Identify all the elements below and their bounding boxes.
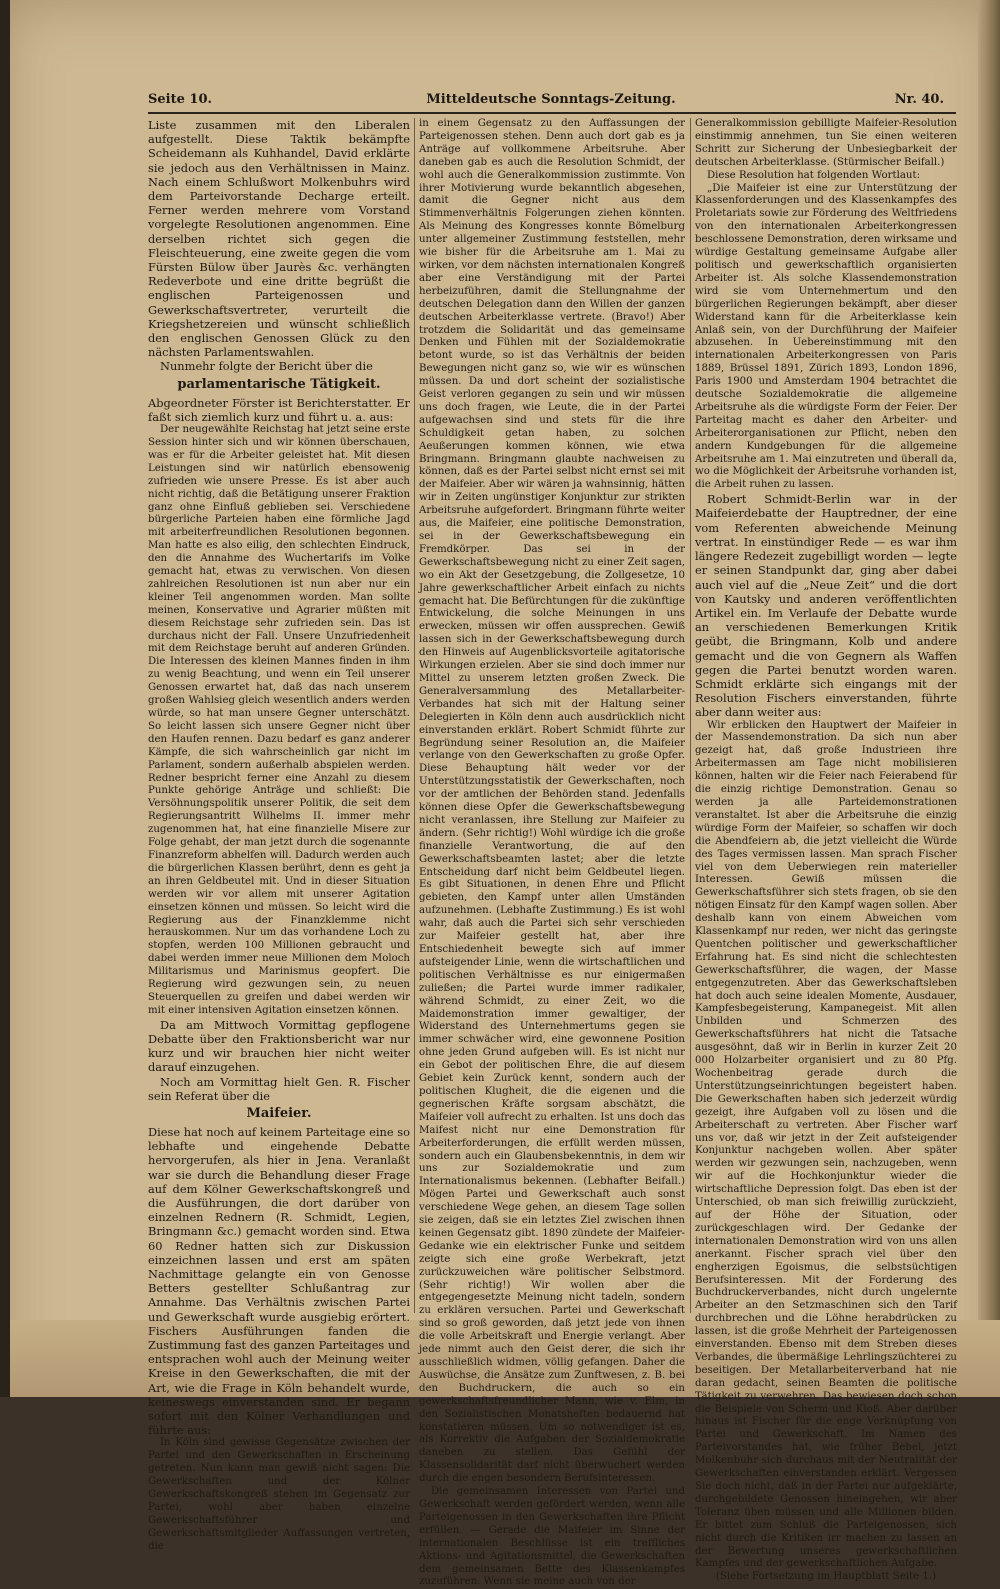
article-paragraph: Diese hat noch auf keinem Parteitage eine so lebhafte und eingehende Debatte hervorgerufen, als hier in Jena. Veranlaßt war sie durch die Behandlung dieser Frage auf dem Kölner Gewerkschaftskongreß und die Ausführungen, die dort darüber von einzelnen Rednern (R. Schmidt, Legien, Bringmann &c.) gemacht worden sind. Etwa 60 Redner hatten sich zur Diskussion einzeichnen lassen und erst am späten Nachmittage gelangte ein von Genosse Betters gestellter Schlußantrag zur Annahme. Das Verhältnis zwischen Partei und Gewerkschaft wurde ausgiebig erörtert. Fischers Ausführungen fanden die Zustimmung fast des ganzen Parteitages und entsprachen wohl auch der Meinung weiter Kreise in den Gewerkschaften, die mit der Art, wie die Frage in Köln behandelt wurde, keineswegs einverstanden sind. Er begann sofort mit den Kölner Verhandlungen und führte aus: xyxy=(148,1124,410,1438)
page-edge xyxy=(978,0,1000,1397)
speech-paragraph: In Köln sind gewisse Gegensätze zwischen der Partei und den Gewerkschaften in Erscheinung getreten. Nun kann man gewiß nicht sagen: Die Gewerkschaften und der Kölner Gewerkschaftskongreß stehen im Gegensatz zur Partei, wohl aber haben einzelne Gewerkschaftsführer und Gewerkschaftsmitglieder Auffassungen vertreten, die xyxy=(148,1437,410,1552)
article-paragraph: Liste zusammen mit den Liberalen aufgestellt. Diese Taktik bekämpfte Scheidemann als Kuhhandel, David erklärte sie jedoch aus den Verhältnissen in Mainz. Nach einem Schlußwort Molkenbuhrs wird dem Parteivorstande Decharge erteilt. Ferner werden mehrere vom Vorstand vorgelegte Resolutionen angenommen. Eine derselben richtet sich gegen die Fleischteuerung, eine zweite gegen die vom Fürsten Bülow über Jaurès &c. verhängten Redeverbote und eine dritte begrüßt die englischen Parteigenossen und Gewerkschaftsvertreter, verurteilt die Kriegshetzereien und wünscht schließlich den englischen Genossen Glück zu den nächsten Parlamentswahlen. xyxy=(148,118,410,360)
page-header xyxy=(148,88,954,114)
article-paragraph: Robert Schmidt-Berlin war in der Maifeierdebatte der Hauptredner, der eine vom Referenten abweichende Meinung vertrat. In einstündiger Rede — es war ihm längere Redezeit zugebilligt worden — legte er seinen Standpunkt dar, ging aber dabei auch viel auf die „Neue Zeit“ und die dort von Kautsky und anderen veröffentlichten Artikel ein. Im Verlaufe der Debatte wurde an verschiedenen Bemerkungen Kritik geübt, die Bringmann, Kolb und andere gemacht und die von Gegnern als Waffen gegen die Partei benutzt worden waren. Schmidt erklärte sich eingangs mit der Resolution Fischers einverstanden, führte aber dann weiter aus: xyxy=(695,492,957,720)
section-heading: parlamentarische Tätigkeit. xyxy=(177,376,381,392)
article-paragraph: Diese Resolution hat folgenden Wortlaut: xyxy=(707,169,921,181)
speech-paragraph: in einem Gegensatz zu den Auffassungen der Parteigenossen stehen. Denn auch dort gab es ja Anträge auf vollkommene Arbeitsruhe. Aber daneben gab es auch die Resolution Schmidt, der wohl auch die Generalkommission zustimmte. Von ihrer Motivierung wurde bekanntlich abgesehen, damit die Gegner nicht aus dem Stimmenverhältnis Folgerungen ziehen könnten. Als Meinung des Kongresses konnte Bömelburg unter allgemeiner Zustimmung feststellen, mehr wie bisher für die Arbeitsruhe am 1. Mai zu wirken, vor dem nächsten internationalen Kongreß aber eine Verständigung mit der Partei herbeizuführen, damit die Stellungnahme der deutschen Delegation dann den Willen der ganzen deutschen Arbeiterklasse vertrete. (Bravo!) Aber trotzdem die Solidarität und das gemeinsame Denken und Fühlen mit der Sozialdemokratie betont wurde, so ist das Verhältnis der beiden Bewegungen nicht ganz so, wie wir es wünschen müssen. Da und dort scheint der sozialistische Geist verloren gegangen zu sein und wir müssen uns doch fragen, wie Leute, die in der Partei aufgewachsen sind und stets für die ihre Schuldigkeit getan haben, zu solchen Aeußerungen kommen können, wie etwa Bringmann. Bringmann glaubte nachweisen zu können, daß es der Partei selbst nicht ernst sei mit der Maifeier. Aber wir wären ja wahnsinnig, hätten wir in Zeiten ungünstiger Konjunktur zur strikten Arbeitsruhe aufgefordert. Bringmann führte weiter aus, die Maifeier, eine politische Demonstration, sei in der Gewerkschaftsbewegung ein Fremdkörper. Das sei in der Gewerkschaftsbewegung nicht zu einer Zeit sagen, wo ein Akt der Gesetzgebung, die Zollgesetze, 10 Jahre gewerkschaftlicher Arbeit einfach zu nichts gemacht hat. Die Befürchtungen für die zukünftige Entwickelung, die solche Meinungen in uns erwecken, müssen wir offen aussprechen. Gewiß lassen sich in der Gewerkschaftsbewegung durch den Hinweis auf Augenblicksvorteile agitatorische Wirkungen erzielen. Aber sie sind doch immer nur Mittel zu unserem letzten großen Zweck. Die Generalversammlung des Metallarbeiter-Verbandes hat sich mit der Haltung seiner Delegierten in Köln denn auch ausdrücklich nicht einverstanden erklärt. Robert Schmidt führte zur Begründung seiner Resolution an, die Maifeier verlange von den Gewerkschaften zu große Opfer. Diese Behauptung hält weder vor der Unterstützungsstatistik der Gewerkschaften, noch vor der amtlichen der Behörden stand. Jedenfalls können diese Opfer die Gewerkschaftsbewegung nicht veranlassen, ihre Stellung zur Maifeier zu ändern. (Sehr richtig!) Wohl würdige ich die große finanzielle Verantwortung, die auf den Gewerkschaftsbeamten lastet; aber die letzte Entscheidung darf nicht beim Geldbeutel liegen. Es gibt Situationen, in denen Ehre und Pflicht gebieten, den Kampf unter allen Umständen aufzunehmen. (Lebhafte Zustimmung.) Es ist wohl wahr, daß auch die Partei sich sehr verschieden zur Maifeier gestellt hat, aber ihre Entschiedenheit bewegte sich auf immer aufsteigender Linie, wenn die wirtschaftlichen und politischen Verhältnisse es nur einigermaßen zuließen; die Partei wurde immer radikaler, während Schmidt, zu einer Zeit, wo die Maidemonstration immer gewaltiger, der Widerstand des Unternehmertums gegen sie immer schwächer wird, eine gewonnene Position ohne jeden Grund aufgeben will. Es ist nicht nur ein Gebot der politischen Ehre, die auf diesem Gebiet kein Zurück kennt, sondern auch der politischen Klugheit, die die eigenen und die gegnerischen Kräfte sorgsam abschätzt, die Maifeier voll aufrecht zu erhalten. Ist uns doch das Maifest nicht nur eine Demonstration für Arbeiterforderungen, die erfüllt werden müssen, sondern auch ein Glaubensbekenntnis, in dem wir uns zur Sozialdemokratie und zum Internationalismus bekennen. (Lebhafter Beifall.) Mögen Partei und Gewerkschaft auch sonst verschiedene Wege gehen, an diesem Tage sollen sie zeigen, daß sie ein letztes Ziel zwischen ihnen keinen Gegensatz gibt. 1890 zündete der Maifeier-Gedanke wie ein elektrischer Funke und seitdem zeigte sich eine große Werbekraft, jetzt zurückzuweichen wäre politischer Selbstmord. (Sehr richtig!) Wir wollen aber die entgegengesetzte Meinung nicht tadeln, sondern zu erklären versuchen. Partei und Gewerkschaft sind so groß geworden, daß jetzt jede von ihnen die volle Arbeitskraft und Energie verlangt. Aber jede nimmt auch den Geist derer, die sich ihr ausschließlich widmen, völlig gefangen. Daher die Auswüchse, die Ansätze zum Zunftwesen, z. B. bei den Buchdruckern, die auch so ein gewerkschaftsfreundlicher Mann, wie v. Elm, in den Sozialistischen Monatsheften bedauernd hat konstatieren müssen. Um so notwendiger ist es, als Korrektiv die Aufgaben der Sozialdemokratie daneben zu stellen. Das Gefühl der Klassensolidarität darf nicht überwuchert werden durch die engen besondern Berufsinteressen. xyxy=(419,118,685,1485)
speech-paragraph: Generalkommission gebilligte Maifeier-Resolution einstimmig annehmen, tun Sie einen weiteren Schritt zur Sicherung der Unbesiegbarkeit der deutschen Arbeiterklasse. (Stürmischer Beifall.) xyxy=(695,118,957,168)
column-divider xyxy=(414,118,415,1313)
speech-paragraph: Der neugewählte Reichstag hat jetzt seine erste Session hinter sich und wir können überschauen, was er für die Arbeiter geleistet hat. Mit diesen Leistungen sind wir natürlich ebensowenig zufrieden wie unsere Presse. Es ist aber auch nicht richtig, daß die Betätigung unserer Fraktion ganz ohne Einfluß geblieben sei. Verschiedene bürgerliche Parteien haben eine förmliche Jagd mit arbeiterfreundlichen Resolutionen begonnen. Man hatte es also eilig, den schlechten Eindruck, den die Annahme des Wuchertarifs im Volke gemacht hat, etwas zu verwischen. Von diesen zahlreichen Resolutionen ist nun aber nur ein kleiner Teil angenommen worden. Man sollte meinen, Konservative und Agrarier müßten mit diesem Reichstage sehr zufrieden sein. Das ist durchaus nicht der Fall. Unsere Unzufriedenheit mit dem Reichstage beruht auf anderen Gründen. Die Interessen des kleinen Mannes finden in ihm zu wenig Beachtung, und wenn ein Teil unserer Genossen erwartet hat, daß das nach unserem großen Wahlsieg gleich wesentlich anders werden würde, so hat man unsere Gegner unterschätzt. So leicht lassen sich unsere Gegner nicht über den Haufen rennen. Dazu bedarf es ganz anderer Kämpfe, die sich wahrscheinlich gar nicht im Parlament, sondern außerhalb abspielen werden. Redner bespricht ferner eine Anzahl zu diesem Punkte gehörige Anträge und schließt: Die Versöhnungspolitik unserer Politik, die seit dem Regierungsantritt Wilhelms II. immer mehr zugenommen hat, hat eine finanzielle Misere zur Folge gehabt, der man jetzt durch die sogenannte Finanzreform abhelfen will. Dadurch werden auch die bürgerlichen Klassen berührt, denn es geht ja an ihren Geldbeutel mit. Und in dieser Situation werden wir vor allem mit unserer Agitation einsetzen können und müssen. So leicht wird die Regierung aus der Finanzklemme nicht herauskommen. Nur um das vorhandene Loch zu stopfen, werden 100 Millionen gebraucht und dabei werden immer neue Millionen dem Moloch Militarismus und Marinismus geopfert. Die Regierung wird gezwungen sein, zu neuen Steuerquellen zu greifen und dabei werden wir mit einer intensiven Agitation einsetzen können. xyxy=(148,424,410,1016)
resolution-text: „Die Maifeier ist eine zur Unterstützung der Klassenforderungen und des Klassenkampfes des Proletariats sowie zur Förderung des Weltfriedens von den internationalen Arbeiterkongressen beschlossene Demonstration, deren wirksame und würdige Gestaltung gemeinsame Aufgabe aller politisch und gewerkschaftlich organisierten Arbeiter ist. Als solche Klassendemonstration wird sie vom Unternehmertum und den bürgerlichen Regierungen bekämpft, aber dieser Widerstand kann für die Arbeiterklasse kein Anlaß sein, von der Durchführung der Maifeier abzusehen. In Uebereinstimmung mit den internationalen Arbeiterkongressen von Paris 1889, Brüssel 1891, Zürich 1893, London 1896, Paris 1900 und Amsterdam 1904 betrachtet die deutsche Sozialdemokratie die allgemeine Arbeitsruhe als die würdigste Form der Feier. Der Parteitag macht es daher den Arbeiter- und Arbeiterorganisationen zur Pflicht, neben den andern Kundgebungen für die allgemeine Arbeitsruhe am 1. Mai einzutreten und überall da, wo die Möglichkeit der Arbeitsruhe vorhanden ist, die Arbeit ruhen zu lassen. xyxy=(695,182,957,491)
binding-spine xyxy=(0,0,10,1397)
article-paragraph: Nunmehr folgte der Bericht über die xyxy=(160,359,373,374)
page-number: Seite 10. xyxy=(148,92,213,107)
speech-paragraph: Die gemeinsamen Interessen von Partei und Gewerkschaft werden gefördert werden, wenn alle Parteigenossen in den Gewerkschaften ihre Pflicht erfüllen. — Gerade die Maifeier im Sinne der internationalen Beschlüsse ist ein treffliches Aktions- und Agitationsmittel, die Gewerkschaften dem gemeinsamen Bette des Klassenkampfes zuzuführen. Wenn sie meine auch von der xyxy=(419,1486,685,1588)
column-divider xyxy=(690,118,691,1313)
header-rule xyxy=(148,112,956,114)
column-1 xyxy=(148,118,410,1552)
article-paragraph: Noch am Vormittag hielt Gen. R. Fischer sein Referat über die xyxy=(148,1074,410,1103)
continuation-note: (Siehe Fortsetzung im Hauptblatt Seite 1.) xyxy=(715,1571,937,1583)
article-paragraph: Abgeordneter Förster ist Berichterstatter. Er faßt sich ziemlich kurz und führt u. a. aus: xyxy=(148,395,410,424)
issue-number: Nr. 40. xyxy=(894,92,944,107)
newspaper-title: Mitteldeutsche Sonntags-Zeitung. xyxy=(426,92,676,107)
column-2 xyxy=(419,118,685,1588)
article-paragraph: Da am Mittwoch Vormittag gepflogene Debatte über den Fraktionsbericht war nur kurz und wir brauchen hier nicht weiter darauf einzugehen. xyxy=(148,1017,410,1075)
column-3 xyxy=(695,118,957,1583)
section-heading: Maifeier. xyxy=(246,1105,312,1121)
speech-paragraph: Wir erblicken den Hauptwert der Maifeier in der Massendemonstration. Da sich nun aber gezeigt hat, daß große Industrieen ihre Arbeitermassen am Tage nicht mobilisieren können, halten wir die Feier nach Feierabend für die einzig richtige Demonstration. Genau so werden ja alle Parteidemonstrationen veranstaltet. Ist aber die Arbeitsruhe die einzig würdige Form der Maifeier, so schaffen wir doch die Abendfeiern ab, die jetzt vielleicht die Würde des Tages vermissen lassen. Man sprach Fischer viel von dem Ueberwiegen rein materieller Interessen. Gewiß müssen die Gewerkschaftsführer sich stets fragen, ob sie den nötigen Einsatz für den Kampf wagen sollen. Aber deshalb kann von einem Abweichen vom Klassenkampf nur reden, wer nicht das geringste Quentchen politischer und gewerkschaftlicher Erfahrung hat. Es sind nicht die schlechtesten Gewerkschaftsführer, die wagen, der Masse entgegenzutreten. Aber das Gewerkschaftsleben hat doch auch seine idealen Momente, Ausdauer, Kampfesbegeisterung, Kampanegeist. Mit allen Unbilden und Schmerzen des Gewerkschaftsführers hat nicht die Tatsache ausgesöhnt, daß wir in Berlin in kurzer Zeit 20 000 Holzarbeiter organisiert und zu 80 Pfg. Wochenbeitrag gerade durch die Unterstützungseinrichtungen begeistert haben. Die Gewerkschaften haben sich jederzeit würdig gezeigt, ihre Aufgaben voll zu lösen und die Arbeiterschaft zu vertreten. Aber Fischer warf uns vor, daß wir jetzt in der Zeit aufsteigender Konjunktur nachgeben wollen. Aber später werden wir gezwungen sein, nachzugeben, wenn wir auf die Hochkonjunktur wieder die wirtschaftliche Depression folgt. Das eben ist der Unterschied, ob man sich freiwillig zurückzieht, auf der Höhe der Situation, oder zurückgeschlagen wird. Der Gedanke der internationalen Demonstration wird von uns allen anerkannt. Fischer sprach viel über den engherzigen Egoismus, die selbstsüchtigen Berufsinteressen. Mit der Forderung des Buchdruckerverbandes, nicht durch ungelernte Arbeiter an den Setzmaschinen sich den Tarif durchbrechen und die Löhne herabdrücken zu lassen, ist die große Mehrheit der Parteigenossen einverstanden. Ebenso mit dem Streben dieses Verbandes, die übermäßige Lehrlingszüchterei zu beseitigen. Der Metallarbeiterverband hat nie daran gedacht, seinen Beamten die politische Tätigkeit zu verwehren. Das bewiesen doch schon die Beispiele von Scherm und Kloß. Aber darüber hinaus ist Fischer für die enge Verknüpfung von Partei und Gewerkschaft. Im Namen des Parteivorstandes hat, wie früher Bebel, jetzt Molkenbuhr sich durchaus mit der Neutralität der Gewerkschaften einverstanden erklärt. Vergessen Sie doch nicht, daß in der Partei nur aufgeklärte, durchgebildete Genossen hineingehen, wir aber Toleranz üben müssen und alle Millionen bilden. Er bittet zum Schluß die Parteigenossen, sich nicht durch die Kritiken irr machen zu lassen an der Bewertung unseres gewerkschaftlichen Kampfes und der gewerkschaftlichen Aufgabe. xyxy=(695,719,957,1570)
